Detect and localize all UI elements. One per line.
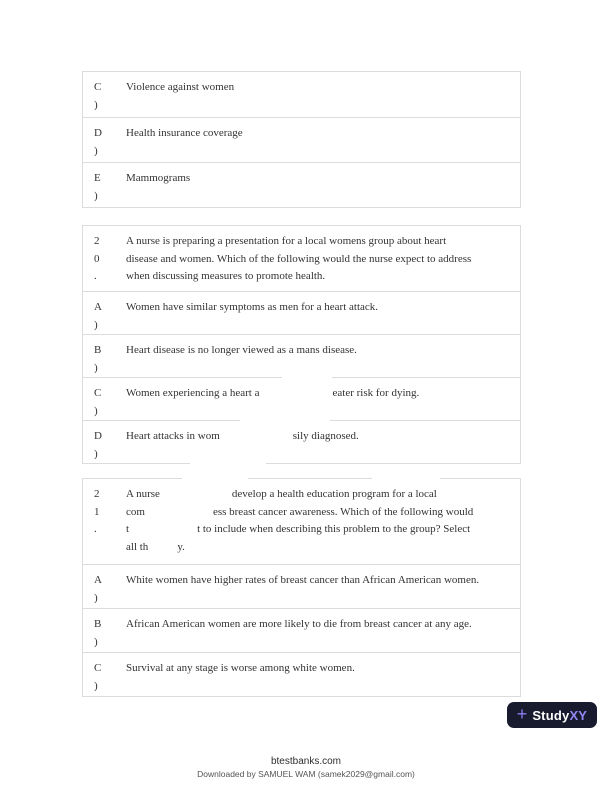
text-fragment: t to include when describing this problem to the group? Select xyxy=(197,523,471,535)
option-letter-cell xyxy=(83,421,126,463)
text-line xyxy=(126,504,518,522)
option-letter-cell xyxy=(83,378,126,420)
text-line xyxy=(126,521,518,539)
text-line xyxy=(126,572,518,590)
option-text-cell xyxy=(126,565,520,608)
text-line xyxy=(126,616,518,634)
option-row xyxy=(83,652,520,696)
text-fragment: sily diagnosed. xyxy=(292,430,359,442)
text-line xyxy=(126,79,518,97)
option-letter-cell xyxy=(83,292,126,334)
question-number-cell xyxy=(83,226,126,291)
label-line: C xyxy=(94,81,102,93)
label-line: . xyxy=(94,270,97,282)
option-row xyxy=(83,162,520,207)
text-line xyxy=(126,268,518,286)
label-line: . xyxy=(94,523,97,535)
label-line: D xyxy=(94,430,102,442)
label-line: ) xyxy=(94,591,98,604)
option-row xyxy=(83,377,520,420)
text-fragment: Violence against women xyxy=(126,81,235,93)
option-text-cell xyxy=(126,378,520,420)
text-line xyxy=(126,660,518,678)
whiteout-blob xyxy=(372,475,440,481)
text-line xyxy=(126,233,518,251)
text-fragment: A nurse xyxy=(126,488,160,500)
text-line xyxy=(126,251,518,269)
text-line xyxy=(126,539,518,557)
text-line xyxy=(126,125,518,143)
option-text-cell xyxy=(126,292,520,334)
text-fragment: Women have similar symptoms as men for a heart attack. xyxy=(126,301,379,313)
option-row xyxy=(83,72,520,117)
whiteout-blob xyxy=(182,475,248,481)
label-line: A xyxy=(94,301,102,313)
label-line: ) xyxy=(94,144,98,157)
option-letter-cell xyxy=(83,72,126,117)
text-fragment: A nurse is preparing a presentation for a local womens group about heart xyxy=(126,235,447,247)
option-text-cell xyxy=(126,118,520,162)
label-line: 1 xyxy=(94,505,100,518)
option-text-cell xyxy=(126,335,520,377)
option-text-cell xyxy=(126,609,520,652)
option-row xyxy=(83,291,520,334)
footer-site-name: btestbanks.com xyxy=(270,756,342,767)
text-fragment: Heart disease is no longer viewed as a mans disease. xyxy=(126,344,357,356)
question-row xyxy=(83,226,520,291)
brand-suffix: XY xyxy=(569,707,588,723)
text-line xyxy=(126,486,518,504)
label-line: ) xyxy=(94,189,98,202)
label-line: B xyxy=(94,618,102,630)
question-text-cell xyxy=(126,226,520,291)
label-line: ) xyxy=(94,447,98,460)
option-letter-cell xyxy=(83,118,126,162)
option-letter-cell xyxy=(83,335,126,377)
option-letter-cell xyxy=(83,653,126,696)
text-fragment: Health insurance coverage xyxy=(126,127,243,139)
label-line: ) xyxy=(94,361,98,374)
option-row xyxy=(83,608,520,652)
option-letter-cell xyxy=(83,609,126,652)
question-number-cell xyxy=(83,479,126,564)
label-line: D xyxy=(94,127,102,139)
label-line: C xyxy=(94,662,102,674)
question-text-cell xyxy=(126,479,520,564)
studyxy-badge[interactable] xyxy=(507,702,597,728)
text-fragment: ess breast cancer awareness. Which of the following would xyxy=(212,505,474,518)
label-line: ) xyxy=(94,635,98,648)
text-line xyxy=(126,342,518,360)
text-line xyxy=(126,428,518,446)
text-fragment: eater risk for dying. xyxy=(332,387,420,399)
options-table-previous-question xyxy=(82,71,521,208)
option-text-cell xyxy=(126,72,520,117)
option-text-cell xyxy=(126,421,520,463)
question-21-table xyxy=(82,478,521,697)
question-row xyxy=(83,479,520,564)
text-line xyxy=(126,170,518,188)
text-fragment: White women have higher rates of breast cancer than African American women. xyxy=(126,574,480,586)
redaction-gap xyxy=(148,549,177,550)
text-fragment: Survival at any stage is worse among white women. xyxy=(126,662,355,674)
text-fragment: Heart attacks in wom xyxy=(126,430,220,442)
question-20-table xyxy=(82,225,521,464)
text-fragment: Women experiencing a heart a xyxy=(126,387,260,399)
label-line: ) xyxy=(94,318,98,331)
option-text-cell xyxy=(126,163,520,207)
redaction-gap xyxy=(260,395,333,396)
text-fragment: develop a health education program for a local xyxy=(231,488,437,500)
text-fragment: y. xyxy=(177,540,185,553)
whiteout-blob xyxy=(282,374,332,380)
label-line: 0 xyxy=(94,252,100,265)
page-footer xyxy=(0,756,612,780)
text-fragment: when discussing measures to promote health. xyxy=(126,270,326,282)
redaction-gap xyxy=(145,514,213,515)
footer-downloaded-by: Downloaded by SAMUEL WAM (samek2029@gmail.com) xyxy=(197,769,415,779)
label-line: ) xyxy=(94,679,98,692)
studyxy-logo-text xyxy=(532,708,587,723)
text-fragment: African American women are more likely to die from breast cancer at any age. xyxy=(126,618,472,630)
redaction-gap xyxy=(220,438,293,439)
text-fragment: com xyxy=(126,505,145,518)
whiteout-blob xyxy=(190,458,266,465)
text-fragment: t xyxy=(126,523,130,535)
redaction-gap xyxy=(129,531,197,532)
label-line: B xyxy=(94,344,102,356)
option-text-cell xyxy=(126,653,520,696)
option-letter-cell xyxy=(83,565,126,608)
text-fragment: disease and women. Which of the following would the nurse expect to address xyxy=(126,252,472,265)
label-line: E xyxy=(94,172,101,184)
option-row xyxy=(83,420,520,463)
text-line xyxy=(126,299,518,317)
label-line: A xyxy=(94,574,102,586)
brand-prefix: Study xyxy=(532,707,570,723)
label-line: 2 xyxy=(94,235,100,247)
plus-icon: + xyxy=(516,704,528,724)
label-line: 2 xyxy=(94,488,100,500)
text-fragment: all th xyxy=(126,540,149,553)
option-letter-cell xyxy=(83,163,126,207)
text-line xyxy=(126,385,518,403)
label-line: C xyxy=(94,387,102,399)
label-line: ) xyxy=(94,98,98,111)
label-line: ) xyxy=(94,404,98,417)
option-row xyxy=(83,334,520,377)
whiteout-blob xyxy=(240,417,330,423)
option-row xyxy=(83,117,520,162)
text-fragment: Mammograms xyxy=(126,172,191,184)
option-row xyxy=(83,564,520,608)
redaction-gap xyxy=(160,496,232,497)
